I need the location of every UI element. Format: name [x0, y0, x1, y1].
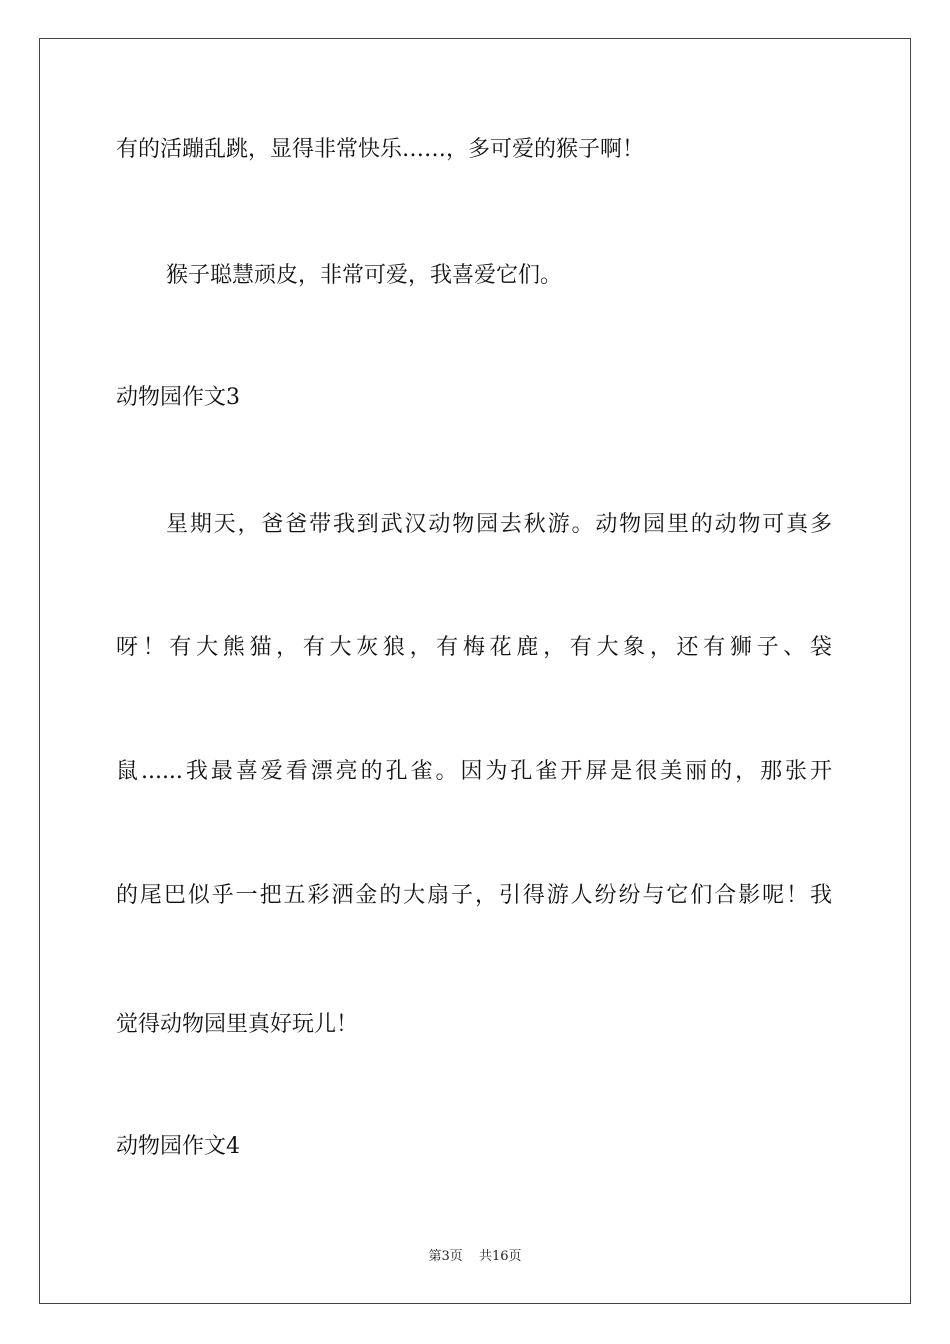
- paragraph-line: 猴子聪慧顽皮，非常可爱，我喜爱它们。: [166, 263, 563, 288]
- section-heading: 动物园作文4: [116, 1134, 240, 1159]
- paragraph-line: 觉得动物园里真好玩儿！: [116, 1012, 359, 1037]
- paragraph-line: 的尾巴似乎一把五彩洒金的大扇子，引得游人纷纷与它们合影呢！我: [116, 883, 832, 908]
- paragraph-line: 呀！有大熊猫，有大灰狼，有梅花鹿，有大象，还有狮子、袋: [116, 635, 832, 660]
- page-border: [39, 38, 911, 1304]
- page-footer: [0, 1248, 950, 1266]
- page-number: 第3页: [428, 1249, 463, 1264]
- paragraph-line: 鼠......我最喜爱看漂亮的孔雀。因为孔雀开屏是很美丽的，那张开: [116, 759, 832, 784]
- paragraph-line: 有的活蹦乱跳，显得非常快乐……，多可爱的猴子啊！: [116, 137, 645, 162]
- total-pages: 共16页: [478, 1249, 522, 1264]
- paragraph-line: 星期天，爸爸带我到武汉动物园去秋游。动物园里的动物可真多: [166, 512, 832, 537]
- section-heading: 动物园作文3: [116, 385, 240, 410]
